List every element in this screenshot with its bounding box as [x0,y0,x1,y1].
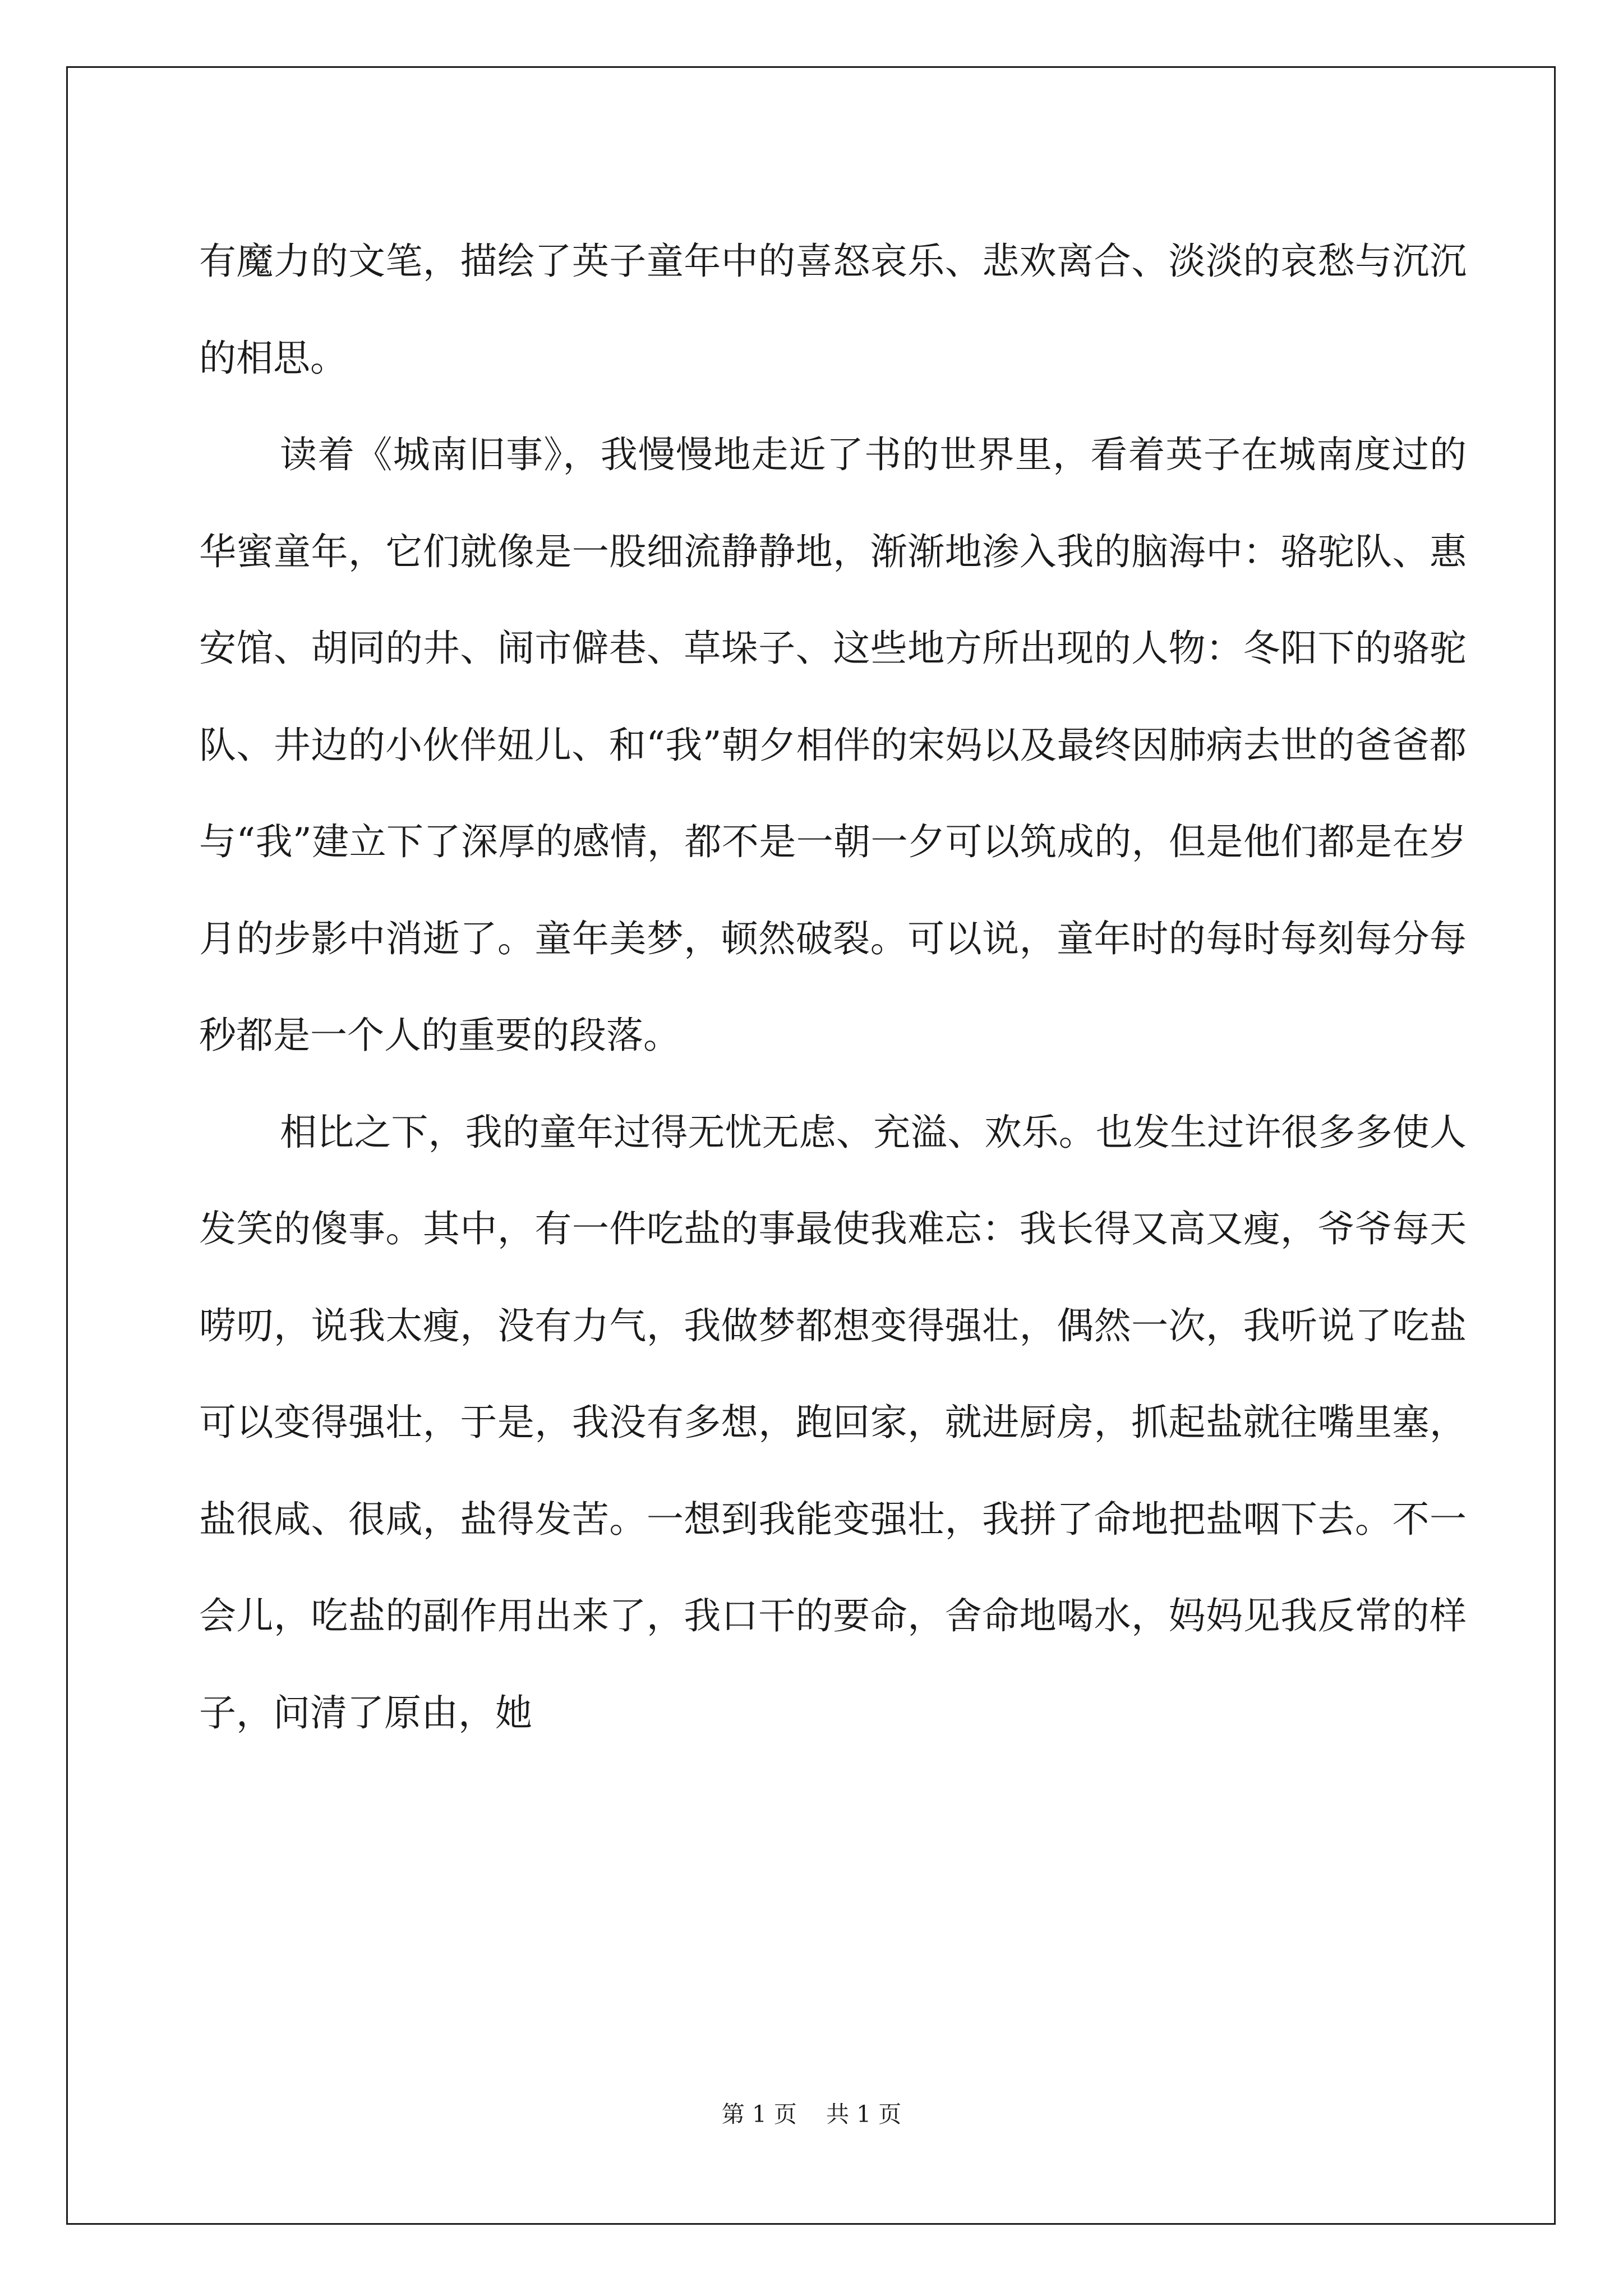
paragraph-1: 有魔力的文笔，描绘了英子童年中的喜怒哀乐、悲欢离合、淡淡的哀愁与沉沉的相思。 [199,240,1467,380]
document-body [199,213,1467,1761]
paragraph-2: 读着《城南旧事》，我慢慢地走近了书的世界里，看着英子在城南度过的华蜜童年，它们就像是一股细流静静地，渐渐地渗入我的脑海中：骆驼队、惠安馆、胡同的井、闹市僻巷、草垛子、这些地方所出现的人物：冬阳下的骆驼队、井边的小伙伴妞儿、和“我”朝夕相伴的宋妈以及最终因肺病去世的爸爸都与“我”建立下了深厚的感情，都不是一朝一夕可以筑成的，但是他们都是在岁月的步影中消逝了。童年美梦，顿然破裂。可以说，童年时的每时每刻每分每秒都是一个人的重要的段落。 [199,433,1467,1057]
paragraph-3: 相比之下，我的童年过得无忧无虑、充溢、欢乐。也发生过许很多多使人发笑的傻事。其中，有一件吃盐的事最使我难忘：我长得又高又瘦，爷爷每天唠叨，说我太瘦，没有力气，我做梦都想变得强壮，偶然一次，我听说了吃盐可以变得强壮，于是，我没有多想，跑回家，就进厨房，抓起盐就往嘴里塞，盐很咸、很咸，盐得发苦。一想到我能变强壮，我拼了命地把盐咽下去。不一会儿，吃盐的副作用出来了，我口干的要命，舍命地喝水，妈妈见我反常的样子，问清了原由，她 [199,1110,1467,1734]
page-number-footer: 第 1 页 共 1 页 [721,2101,902,2128]
